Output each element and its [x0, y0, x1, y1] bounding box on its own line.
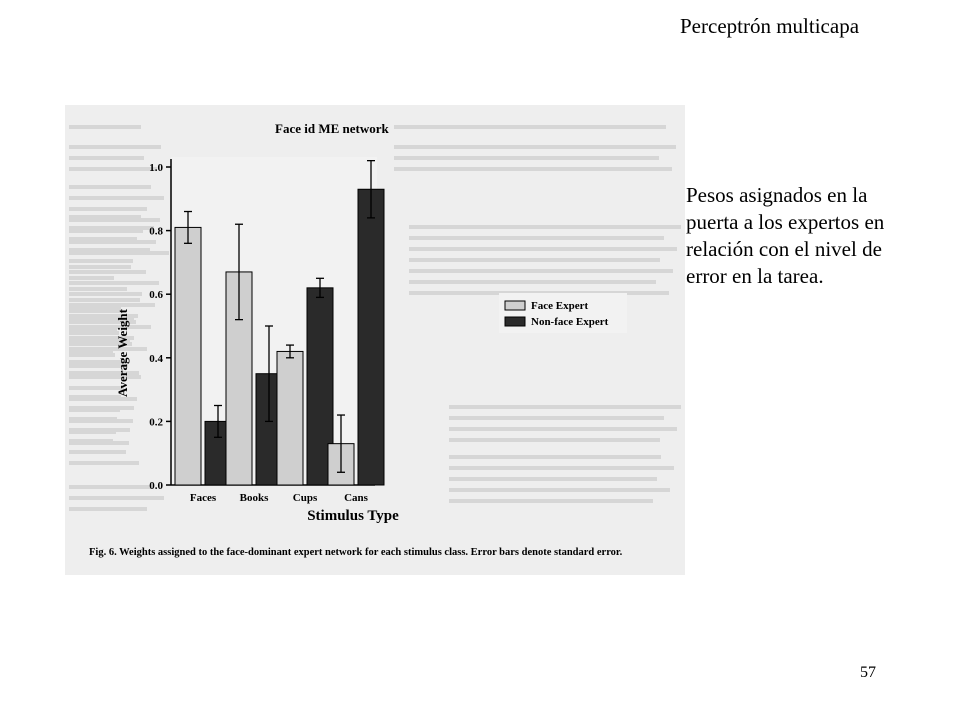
background-text-line [449, 416, 664, 420]
background-text-line [69, 406, 134, 410]
background-text-line [409, 225, 681, 229]
background-text-line [409, 247, 677, 251]
bar-0-0 [175, 227, 201, 485]
background-text-line [69, 156, 144, 160]
background-text-line [69, 439, 113, 443]
background-text-line [409, 236, 664, 240]
background-text-line [69, 270, 146, 274]
background-text-line [69, 125, 141, 129]
figure-caption: Fig. 6. Weights assigned to the face-dominant expert network for each stimulus class. Error bars denote standard error. [89, 547, 623, 558]
background-text-line [69, 145, 161, 149]
background-text-line [449, 499, 653, 503]
x-tick-label: Cups [292, 492, 318, 504]
slide-note: Pesos asignados en la puerta a los expertos en relación con el nivel de error en la tarea. [686, 183, 885, 288]
background-text-line [449, 405, 681, 409]
background-text-line [449, 488, 670, 492]
x-tick-label: Books [239, 492, 269, 504]
background-text-line [69, 353, 115, 357]
background-text-line [69, 395, 121, 399]
background-text-line [449, 477, 657, 481]
background-text-line [69, 292, 142, 296]
background-text-line [409, 269, 673, 273]
y-tick-label: 0.0 [149, 480, 163, 492]
bar-1-3 [358, 189, 384, 485]
background-text-line [69, 237, 137, 241]
y-tick-label: 0.8 [149, 225, 163, 238]
background-text-line [69, 287, 127, 291]
page-number: 57 [860, 664, 876, 681]
background-text-line [449, 455, 661, 459]
background-text-line [394, 156, 659, 160]
legend-swatch-1 [505, 317, 525, 326]
chart-title: Face id ME network [275, 121, 389, 136]
x-axis-title: Stimulus Type [307, 508, 399, 524]
y-axis-title: Average Weight [115, 309, 130, 397]
background-text-line [69, 461, 139, 465]
y-tick-label: 1.0 [149, 162, 163, 174]
background-text-line [394, 167, 672, 171]
legend-label-1: Non-face Expert [531, 316, 609, 328]
background-text-line [69, 207, 147, 211]
x-tick-label: Cans [344, 492, 368, 504]
background-text-line [69, 281, 159, 285]
background-text-line [394, 125, 666, 129]
background-text-line [69, 185, 151, 189]
background-text-line [69, 226, 154, 230]
background-text-line [69, 276, 114, 280]
background-text-line [69, 331, 119, 335]
background-text-line [449, 438, 660, 442]
legend-swatch-0 [505, 301, 525, 310]
background-text-line [409, 280, 656, 284]
background-text-line [69, 196, 164, 200]
background-text-line [69, 167, 157, 171]
slide-title: Perceptrón multicapa [680, 14, 860, 38]
background-text-line [69, 375, 141, 379]
bar-chart [65, 105, 685, 575]
background-text-line [69, 349, 113, 353]
background-text-line [69, 327, 117, 331]
background-text-line [69, 298, 140, 302]
background-text-line [69, 507, 147, 511]
background-text-line [69, 215, 141, 219]
background-text-line [394, 145, 676, 149]
background-text-line [69, 496, 164, 500]
bar-0-2 [277, 351, 303, 485]
figure-scan [65, 105, 685, 575]
background-text-line [69, 265, 131, 269]
legend [499, 293, 627, 333]
background-text-line [69, 450, 126, 454]
y-tick-label: 0.6 [149, 289, 163, 302]
background-text-line [69, 305, 121, 309]
y-tick-label: 0.2 [149, 416, 163, 429]
background-text-line [449, 427, 677, 431]
x-tick-label: Faces [189, 492, 217, 504]
background-text-line [409, 258, 660, 262]
legend-label-0: Face Expert [531, 300, 589, 312]
background-text-line [69, 485, 151, 489]
background-text-line [69, 417, 117, 421]
y-tick-label: 0.4 [149, 352, 163, 365]
background-text-line [69, 428, 130, 432]
background-text-line [69, 248, 150, 252]
background-text-line [449, 466, 674, 470]
background-text-line [69, 259, 133, 263]
